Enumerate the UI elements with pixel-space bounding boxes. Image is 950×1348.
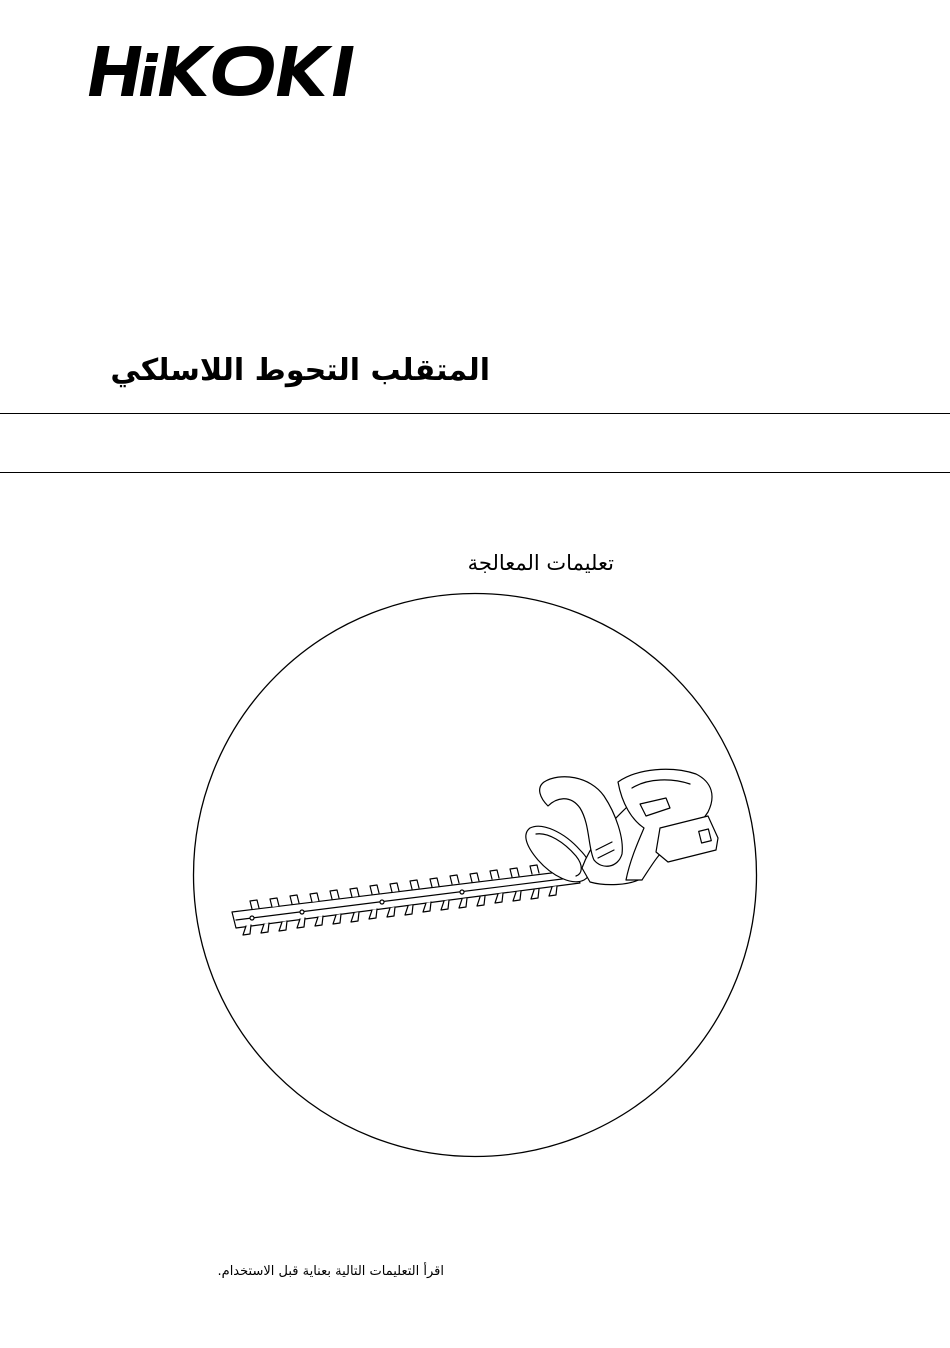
read-instructions-notice: اقرأ التعليمات التالية بعناية قبل الاستخدام. [217,1264,444,1279]
product-title: المتقلب التحوط اللاسلكي [110,353,490,388]
brand-logo [88,44,404,100]
document-type-heading: تعليمات المعالجة [467,551,614,575]
divider-bottom [0,472,950,473]
product-illustration-frame [192,592,758,1158]
hedge-trimmer-illustration [192,592,758,1158]
divider-top [0,413,950,414]
